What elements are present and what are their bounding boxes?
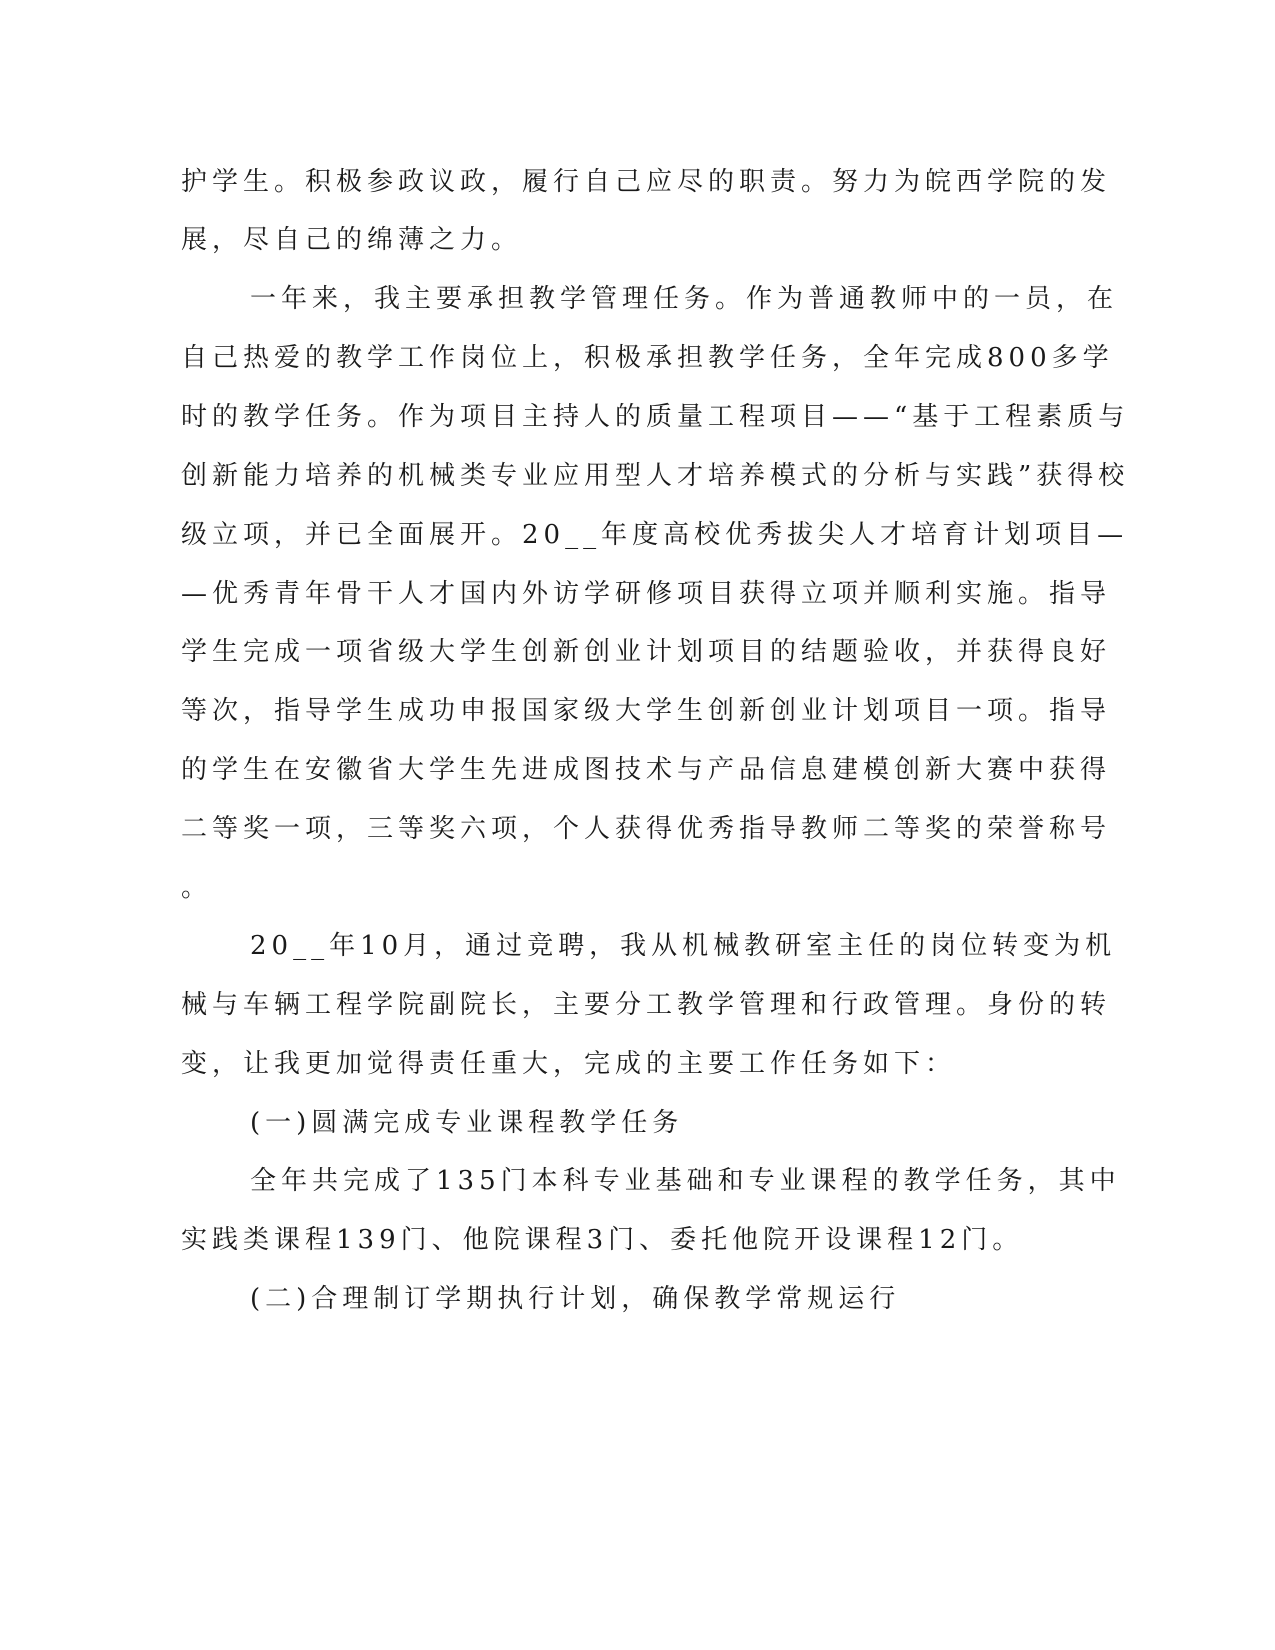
text-line: 20__年10月，通过竞聘，我从机械教研室主任的岗位转变为机 [250,931,1117,961]
text-line: 的学生在安徽省大学生先进成图技术与产品信息建模创新大赛中获得 [181,755,1112,785]
text-line: 等次，指导学生成功申报国家级大学生创新创业计划项目一项。指导 [181,696,1112,726]
text-line: 创新能力培养的机械类专业应用型人才培养模式的分析与实践”获得校 [181,461,1130,491]
text-line: 级立项，并已全面展开。20__年度高校优秀拔尖人才培育计划项目— [181,520,1129,550]
text-line: 一年来，我主要承担教学管理任务。作为普通教师中的一员，在 [250,284,1119,314]
text-line: —优秀青年骨干人才国内外访学研修项目获得立项并顺利实施。指导 [181,579,1112,609]
text-line: 实践类课程139门、他院课程3门、委托他院开设课程12门。 [181,1225,1024,1255]
text-line: 二等奖一项，三等奖六项，个人获得优秀指导教师二等奖的荣誉称号 [181,814,1112,844]
text-line: 学生完成一项省级大学生创新创业计划项目的结题验收，并获得良好 [181,637,1112,667]
text-line: 变，让我更加觉得责任重大，完成的主要工作任务如下： [181,1049,957,1079]
text-line: 。 [181,873,213,903]
section-heading: (一)圆满完成专业课程教学任务 [250,1108,684,1138]
text-line: 护学生。积极参政议政，履行自己应尽的职责。努力为皖西学院的发 [181,167,1112,197]
text-line: 自己热爱的教学工作岗位上，积极承担教学任务，全年完成800多学 [181,343,1114,373]
section-heading: (二)合理制订学期执行计划，确保教学常规运行 [250,1284,901,1314]
text-line: 时的教学任务。作为项目主持人的质量工程项目——“基于工程素质与 [181,402,1130,432]
text-line: 展，尽自己的绵薄之力。 [181,225,523,255]
text-line: 械与车辆工程学院副院长，主要分工教学管理和行政管理。身份的转 [181,990,1112,1020]
text-line: 全年共完成了135门本科专业基础和专业课程的教学任务，其中 [250,1166,1121,1196]
